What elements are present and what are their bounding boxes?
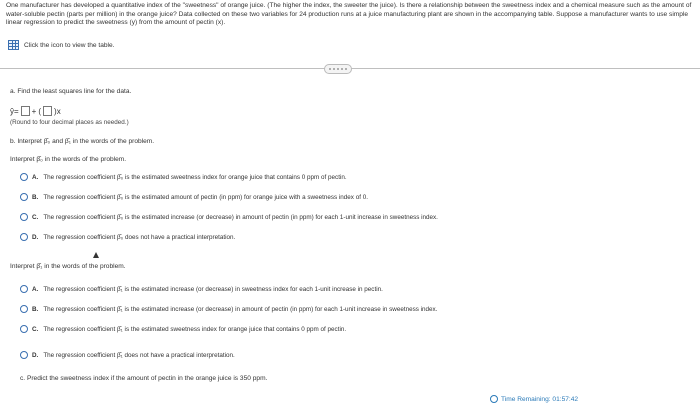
b0-option-c[interactable]: C. The regression coefficient β̂₀ is the estimated increase (or decrease) in amount of pectin (in ppm) for each 1-unit increase in sweetness index.: [20, 213, 438, 221]
slope-input[interactable]: [43, 106, 52, 116]
part-b-question: b. Interpret β̂₀ and β̂₁ in the words of the problem.: [10, 138, 155, 145]
rounding-note: (Round to four decimal places as needed.): [10, 119, 129, 126]
b1-option-c[interactable]: C. The regression coefficient β̂₁ is the estimated sweetness index for orange juice that contains 0 ppm of pectin.: [20, 325, 346, 333]
mouse-cursor-icon: [93, 252, 99, 258]
radio-icon[interactable]: [20, 213, 28, 221]
radio-icon[interactable]: [20, 233, 28, 241]
radio-icon[interactable]: [20, 305, 28, 313]
b0-option-b[interactable]: B. The regression coefficient β̂₀ is the estimated amount of pectin (in ppm) for orange juice with a sweetness index of 0.: [20, 193, 368, 201]
table-icon[interactable]: [8, 40, 19, 50]
radio-icon[interactable]: [20, 351, 28, 359]
plus-sign: +: [31, 106, 37, 116]
b1-option-a[interactable]: A. The regression coefficient β̂₁ is the estimated increase (or decrease) in sweetness index for each 1-unit increase in pectin.: [20, 285, 383, 293]
clock-icon: [490, 395, 498, 403]
intercept-input[interactable]: [21, 106, 30, 116]
regression-equation: ŷ= + ( ) x: [10, 106, 61, 116]
radio-icon[interactable]: [20, 173, 28, 181]
view-table-link[interactable]: [8, 40, 115, 50]
radio-icon[interactable]: [20, 325, 28, 333]
view-table-label: Click the icon to view the table.: [24, 41, 115, 49]
b0-option-d[interactable]: D. The regression coefficient β̂₀ does not have a practical interpretation.: [20, 233, 235, 241]
part-a-question: a. Find the least squares line for the data.: [10, 88, 132, 95]
time-remaining: [490, 395, 578, 403]
part-c-question: c. Predict the sweetness index if the amount of pectin in the orange juice is 350 ppm.: [20, 375, 268, 382]
b0-option-a[interactable]: A. The regression coefficient β̂₀ is the estimated sweetness index for orange juice that contains 0 ppm of pectin.: [20, 173, 347, 181]
b1-option-b[interactable]: B. The regression coefficient β̂₁ is the estimated increase (or decrease) in amount of pectin (in ppm) for each 1-unit increase in sweetness index.: [20, 305, 437, 313]
radio-icon[interactable]: [20, 193, 28, 201]
problem-statement: One manufacturer has developed a quantitative index of the "sweetness" of orange juice. (The higher the index, the sweeter the juice). Is there a relationship between the sweetness index and a chemical measure such as the amount of water-soluble pectin (parts per million) in the orange juice? Data collected on these two variables for 24 production runs at a juice manufacturing plant are shown in the accompanying table. Suppose a manufacturer wants to use simple linear regression to predict the sweetness (y) from the amount of pectin (x).: [6, 2, 692, 27]
divider-expand-handle[interactable]: [324, 64, 352, 74]
b1-option-d[interactable]: D. The regression coefficient β̂₁ does not have a practical interpretation.: [20, 351, 235, 359]
x-variable: x: [56, 106, 61, 116]
interpret-b0-prompt: Interpret β̂₀ in the words of the problem.: [10, 156, 127, 163]
radio-icon[interactable]: [20, 285, 28, 293]
interpret-b1-prompt: Interpret β̂₁ in the words of the problem.: [10, 263, 126, 270]
timer-label: Time Remaining: 01:57:42: [501, 395, 579, 403]
yhat-label: ŷ=: [10, 106, 19, 116]
